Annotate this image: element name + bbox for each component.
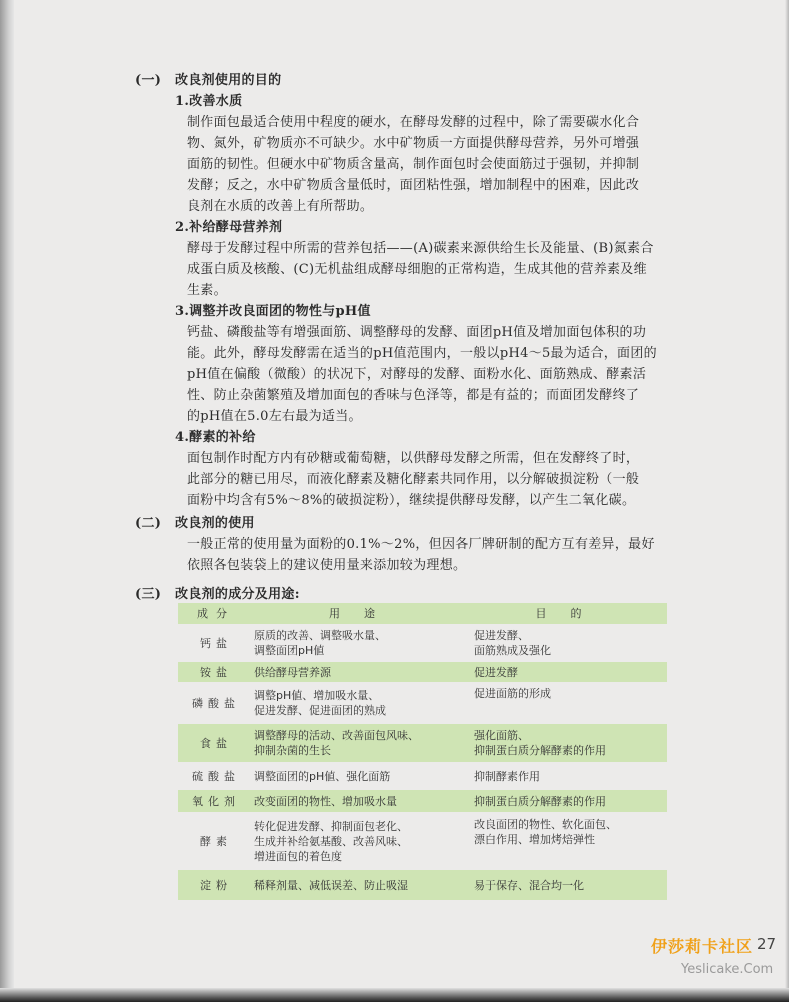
section-title: 改良剂的使用	[175, 516, 255, 531]
ingredient-cell: 淀粉	[200, 878, 232, 892]
table-row	[178, 812, 667, 870]
cell-line: 原质的改善、调整吸水量、	[254, 629, 386, 642]
use-cell	[254, 728, 474, 758]
text-line: 成蛋白质及核酸、(C)无机盐组成酵母细胞的正常构造，生成其他的营养素及维	[187, 262, 647, 277]
page-number: 27	[757, 935, 777, 953]
text-line: 钙盐、磷酸盐等有增强面筋、调整酵母的发酵、面团pH值及增加面包体积的功	[187, 325, 647, 340]
cell-line: 生成并补给氨基酸、改善风味、	[254, 834, 408, 848]
section-heading	[135, 513, 715, 534]
text-line: 面粉中均含有5%～8%的破损淀粉），继续提供酵母发酵，以产生二氧化碳。	[187, 493, 636, 508]
cell-line: 调整pH値、增加吸水量、	[254, 689, 380, 702]
paragraph	[187, 448, 715, 511]
table-header	[178, 603, 667, 624]
use-cell	[254, 665, 474, 680]
use-cell	[254, 878, 474, 893]
cell-line: 转化促进发酵、抑制面包老化、	[254, 819, 408, 833]
table-row	[178, 662, 667, 682]
purpose-cell	[474, 728, 667, 758]
subsection-heading: 4.酵素的补给	[175, 430, 256, 445]
text-line: 依照各包装袋上的建议使用量来添加较为理想。	[187, 558, 467, 573]
use-cell	[254, 819, 474, 864]
section-heading	[135, 584, 715, 605]
section-number: (一)	[135, 73, 162, 88]
ingredient-cell: 硫酸盐	[192, 769, 240, 783]
text-line: 一般正常的使用量为面粉的0.1%～2%，但因各厂牌研制的配方互有差异，最好	[187, 537, 655, 552]
cell-line: 稀释剂量、减低误差、防止吸湿	[254, 878, 408, 892]
cell-line: 漂白作用、增加烤焙弹性	[474, 833, 595, 846]
cell-line: 面筋熟成及强化	[474, 644, 551, 657]
use-cell	[254, 688, 474, 718]
page-right-edge	[785, 0, 789, 1002]
text-line: 酵母于发酵过程中所需的营养包括——(A)碳素来源供给生长及能量、(B)氮素合	[187, 241, 654, 256]
text-line: 良剂在水质的改善上有所帮助。	[187, 199, 374, 214]
text-line: pH值在偏酸（微酸）的状况下，对酵母的发酵、面粉水化、面筋熟成、酵素活	[187, 367, 647, 382]
purpose-cell	[474, 665, 667, 680]
section-number: (三)	[135, 587, 162, 602]
paragraph	[187, 534, 715, 576]
cell-line: 调整酵母的活动、改善面包风味、	[254, 729, 419, 742]
page-binding-shadow	[0, 0, 14, 1002]
paragraph	[187, 238, 715, 301]
paragraph	[187, 322, 715, 427]
cell-line: 强化面筋、	[474, 729, 529, 742]
text-line: 制作面包最适合使用中程度的硬水，在酵母发酵的过程中，除了需要碳水化合	[187, 115, 640, 130]
text-line: 性、防止杂菌繁殖及增加面包的香味与色泽等，都是有益的；而面团发酵终了	[187, 388, 640, 403]
table-row	[178, 762, 667, 790]
subsection-heading: 3.调整并改良面团的物性与pH值	[175, 304, 371, 319]
ingredient-cell: 酵素	[200, 834, 232, 848]
text-line: 的pH值在5.0左右最为适当。	[187, 409, 362, 424]
cell-line: 抑制蛋白质分解酵素的作用	[474, 744, 606, 757]
cell-line: 抑制酵素作用	[474, 769, 540, 783]
section-number: (二)	[135, 516, 162, 531]
table-row	[178, 790, 667, 812]
section-title: 改良剂的成分及用途:	[175, 587, 300, 602]
text-line: 物、氮外，矿物质亦不可缺少。水中矿物质一方面提供酵母营养，另外可增强	[187, 136, 640, 151]
purpose-cell	[474, 794, 667, 809]
ingredient-cell: 钙盐	[200, 636, 232, 650]
ingredient-cell: 磷酸盐	[192, 696, 240, 710]
paragraph	[187, 112, 715, 217]
cell-line: 调整面团的pH値、强化面筋	[254, 769, 391, 783]
column-header-use: 用途	[329, 607, 399, 620]
subsection-heading: 2.补给酵母营养剂	[175, 220, 283, 235]
watermark-url: Yeslicake.Com	[681, 962, 774, 977]
purpose-cell	[474, 628, 667, 658]
text-line: 发酵；反之，水中矿物质含量低时，面团粘性强，增加制程中的困难，因此改	[187, 178, 640, 193]
ingredient-cell: 铵盐	[200, 665, 232, 679]
purpose-cell	[474, 769, 667, 784]
subsection-heading: 1.改善水质	[175, 94, 243, 109]
cell-line: 促进发酵、促进面团的熟成	[254, 704, 386, 717]
purpose-cell	[474, 878, 667, 893]
cell-line: 促进面筋的形成	[474, 687, 551, 700]
page-bottom-edge	[0, 988, 789, 1002]
text-line: 此部分的糖已用尽，而液化酵素及糖化酵素共同作用，以分解破损淀粉（一般	[187, 472, 640, 487]
table-row	[178, 682, 667, 724]
cell-line: 调整面团pH値	[254, 644, 325, 657]
cell-line: 改良面团的物性、软化面包、	[474, 818, 617, 831]
purpose-cell	[474, 812, 667, 847]
cell-line: 促进发酵	[474, 665, 518, 679]
cell-line: 改变面团的物性、增加吸水量	[254, 794, 397, 808]
purpose-cell	[474, 682, 667, 701]
text-line: 能。此外，酵母发酵需在适当的pH值范围内，一般以pH4～5最为适合，面团的	[187, 346, 657, 361]
column-header-ingredient: 成分	[197, 607, 235, 620]
cell-line: 增进面包的着色度	[254, 849, 342, 863]
text-line: 面筋的韧性。但硬水中矿物质含量高，制作面包时会使面筋过于强韧，并抑制	[187, 157, 640, 172]
use-cell	[254, 794, 474, 809]
cell-line: 易于保存、混合均一化	[474, 878, 584, 892]
ingredient-cell: 食盐	[200, 736, 232, 750]
table-row	[178, 724, 667, 762]
cell-line: 抑制蛋白质分解酵素的作用	[474, 794, 606, 808]
watermark-brand: 伊莎莉卡社区	[651, 937, 754, 956]
column-header-purpose: 目的	[535, 607, 606, 620]
cell-line: 供给酵母营养源	[254, 665, 331, 679]
section-title: 改良剂使用的目的	[175, 73, 282, 88]
ingredient-cell: 氧化剂	[192, 794, 240, 808]
text-line: 生素。	[187, 283, 227, 298]
cell-line: 抑制杂菌的生长	[254, 744, 331, 757]
table-row	[178, 870, 667, 900]
cell-line: 促进发酵、	[474, 629, 529, 642]
section-heading	[135, 70, 715, 91]
text-line: 面包制作时配方内有砂糖或葡萄糖，以供酵母发酵之所需，但在发酵终了时，	[187, 451, 640, 466]
improver-composition-table	[178, 603, 667, 900]
use-cell	[254, 769, 474, 784]
table-row	[178, 624, 667, 662]
use-cell	[254, 628, 474, 658]
page-content	[135, 68, 715, 605]
